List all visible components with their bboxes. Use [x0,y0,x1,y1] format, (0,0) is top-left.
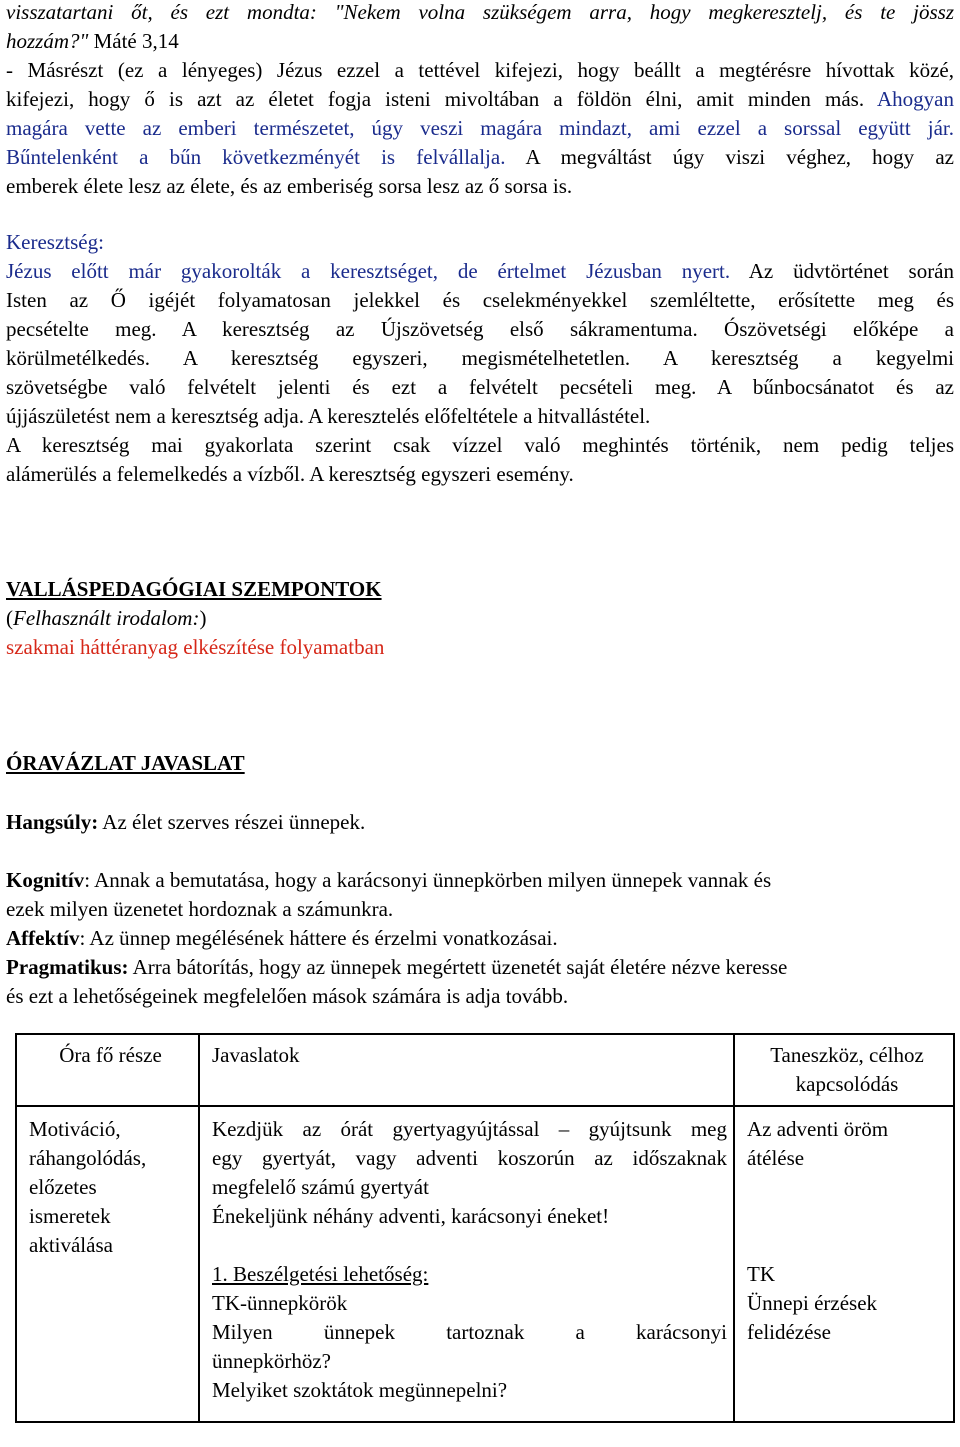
lesson-heading: ÓRAVÁZLAT JAVASLAT [6,751,245,775]
baptism-line-6: újjászületést nem a keresztség adja. A keresztelés előfeltétele a hitvallástétel. [6,404,651,428]
literature-line: (Felhasznált irodalom:) [6,606,207,630]
intro-line-4: kifejezi, hogy ő is azt az életet fogja isteni mivoltában a földön élni, amit minden más. Ahogyan [6,87,954,111]
header-suggestions: Javaslatok [199,1034,734,1106]
cell-tools: Az adventi öröm átélése TK Ünnepi érzések felidézése [734,1106,954,1422]
cell-suggestions: Kezdjük az órát gyertyagyújtással – gyújtsunk meg egy gyertyát, vagy adventi koszorún az időszaknak megfelelő számú gyertyát Énekeljünk néhány adventi, karácsonyi éneket! 1. Beszélgetési lehetőség: TK-ünnepkörök Milyen ünnepek tartoznak a karácsonyi ünnepkörhöz? Melyiket szoktátok megünnepelni? [199,1106,734,1422]
table-header-row [16,1034,954,1106]
cell-lesson-part: Motiváció, ráhangolódás, előzetes ismeretek aktiválása [16,1106,199,1422]
baptism-line-4: körülmetélkedés. A keresztség egyszeri, megismételhetetlen. A keresztség a kegyelmi [6,346,954,370]
lesson-goals [6,866,954,1011]
affective-line: Affektív: Az ünnep megélésének háttere és érzelmi vonatkozásai. [6,926,558,950]
baptism-line-3: pecsételte meg. A keresztség az Újszövetség első sákramentuma. Ószövetségi előképe a [6,317,954,341]
baptism-heading: Keresztség: [6,230,104,254]
cognitive-line-2: ezek milyen üzenetet hordoznak a számunkra. [6,897,394,921]
intro-paragraph [6,0,954,201]
intro-line-6: Bűntelenként a bűn következményét is felvállalja. A megváltást úgy viszi véghez, hogy az [6,145,954,169]
header-lesson-part: Óra fő része [16,1034,199,1106]
baptism-line-7: A keresztség mai gyakorlata szerint csak vízzel való meghintés történik, nem pedig teljes [6,433,954,457]
intro-line-3: - Másrészt (ez a lényeges) Jézus ezzel a tettével kifejezi, hogy beállt a megtérésre hívottak közé, [6,58,954,82]
intro-line-7: emberek élete lesz az élete, és az emberiség sorsa lesz az ő sorsa is. [6,174,573,198]
pedagogy-section [6,575,954,662]
conversation-title: 1. Beszélgetési lehetőség: [212,1262,429,1286]
intro-line-5: magára vette az emberi természetet, úgy veszi magára mindazt, ami ezzel a sorssal együtt jár. [6,116,954,140]
cognitive-line-1: Kognitív: Annak a bemutatása, hogy a karácsonyi ünnepkörben milyen ünnepek vannak és [6,868,772,892]
baptism-line-5: szövetségbe való felvételt jelenti és ezt a felvételt pecsételi meg. A bűnbocsánatot és az [6,375,954,399]
baptism-line-1: Jézus előtt már gyakorolták a keresztséget, de értelmet Jézusban nyert. Az üdvtörténet során [6,259,955,283]
literature-note: szakmai háttéranyag elkészítése folyamatban [6,635,385,659]
header-tools: Taneszköz, célhoz kapcsolódás [734,1034,954,1106]
baptism-section [6,228,954,489]
baptism-line-8: alámerülés a felemelkedés a vízből. A keresztség egyszeri esemény. [6,462,574,486]
lesson-section [6,749,954,778]
intro-line-1: visszatartani őt, és ezt mondta: "Nekem volna szükségem arra, hogy megkeresztelj, és te jössz [6,0,954,24]
pragmatic-line-2: és ezt a lehetőségeinek megfelelően mások számára is adja tovább. [6,984,569,1008]
pedagogy-heading: VALLÁSPEDAGÓGIAI SZEMPONTOK [6,577,382,601]
baptism-line-2: Isten az Ő igéjét folyamatosan jelekkel és cselekményekkel szemléltette, erősítette meg és [6,288,954,312]
table-row [16,1106,954,1422]
pragmatic-line-1: Pragmatikus: Arra bátorítás, hogy az ünnepek megértett üzenetét saját életére nézve keresse [6,955,788,979]
lesson-plan-table [15,1033,955,1423]
intro-line-2: hozzám?" Máté 3,14 [6,29,179,53]
lesson-focus: Hangsúly: Az élet szerves részei ünnepek. [6,810,366,834]
